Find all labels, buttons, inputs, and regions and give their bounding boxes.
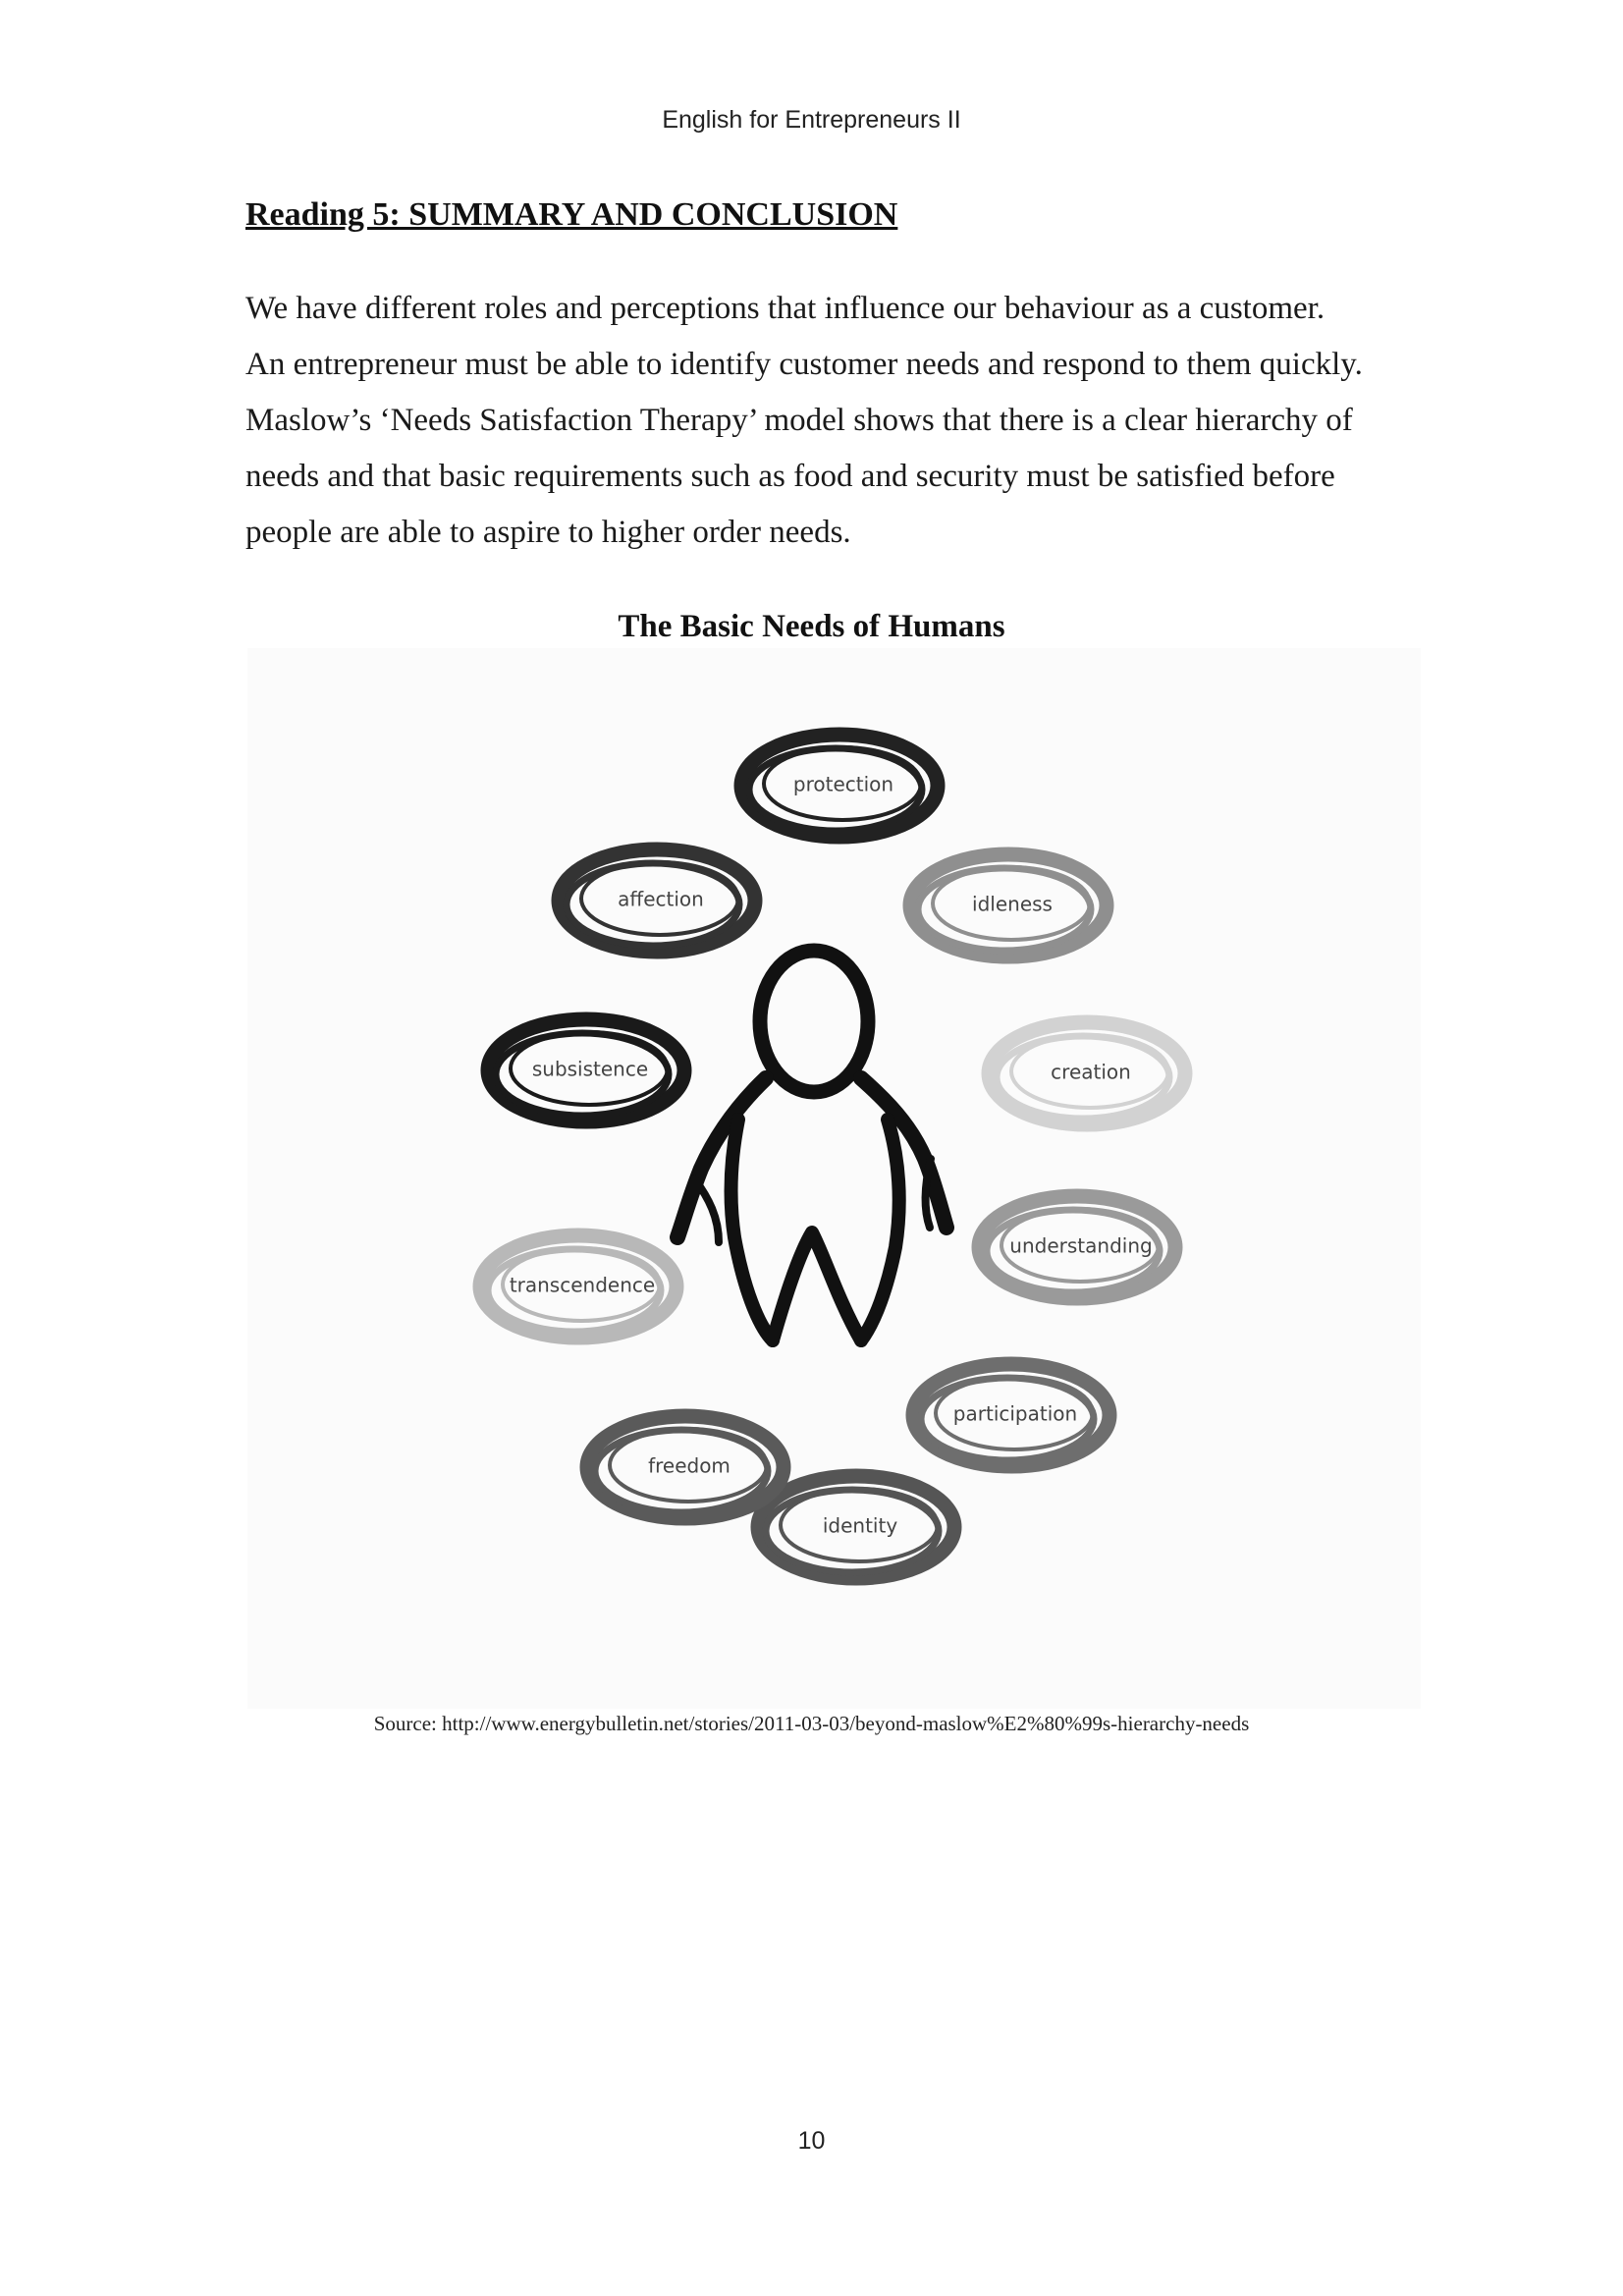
need-label-protection: protection	[792, 772, 894, 796]
section-title: Reading 5: SUMMARY AND CONCLUSION	[245, 196, 898, 233]
paragraph-line: people are able to aspire to higher order needs.	[245, 515, 851, 550]
paragraph-line: needs and that basic requirements such as food and security must be satisfied before	[245, 459, 1335, 494]
person-figure-icon	[677, 951, 947, 1340]
paragraph-line: We have different roles and perceptions that influence our behaviour as a customer.	[245, 291, 1325, 326]
need-label-freedom: freedom	[648, 1453, 730, 1478]
need-label-creation: creation	[1051, 1060, 1131, 1084]
need-ring-creation	[989, 1022, 1185, 1124]
need-ring-transcendence	[480, 1235, 676, 1338]
need-ring-idleness	[910, 854, 1107, 957]
need-ring-freedom	[587, 1416, 784, 1518]
paragraph-line: Maslow’s ‘Needs Satisfaction Therapy’ model shows that there is a clear hierarchy of	[245, 403, 1353, 438]
summary-paragraph	[245, 281, 1404, 561]
need-ring-protection	[741, 735, 938, 837]
needs-figure	[247, 648, 1421, 1709]
need-ring-subsistence	[488, 1019, 684, 1121]
need-label-idleness: idleness	[972, 892, 1053, 916]
need-label-understanding: understanding	[1009, 1233, 1153, 1258]
need-label-subsistence: subsistence	[531, 1057, 649, 1081]
needs-ring-group	[480, 735, 1185, 1578]
need-ring-affection	[559, 849, 755, 952]
need-ring-identity	[758, 1476, 954, 1578]
page-number: 10	[797, 2127, 826, 2155]
need-label-participation: participation	[952, 1401, 1078, 1426]
need-ring-understanding	[979, 1196, 1175, 1298]
running-header: English for Entrepreneurs II	[662, 106, 961, 134]
need-label-transcendence: transcendence	[509, 1273, 656, 1297]
figure-title: The Basic Needs of Humans	[618, 609, 1005, 644]
need-label-identity: identity	[822, 1513, 898, 1538]
figure-source: Source: http://www.energybulletin.net/stories/2011-03-03/beyond-maslow%E2%80%99s-hierarchy-needs	[373, 1712, 1250, 1735]
need-label-affection: affection	[618, 887, 704, 911]
paragraph-line: An entrepreneur must be able to identify customer needs and respond to them quickly.	[245, 347, 1363, 382]
need-ring-participation	[913, 1364, 1109, 1466]
needs-diagram	[247, 648, 1421, 1709]
